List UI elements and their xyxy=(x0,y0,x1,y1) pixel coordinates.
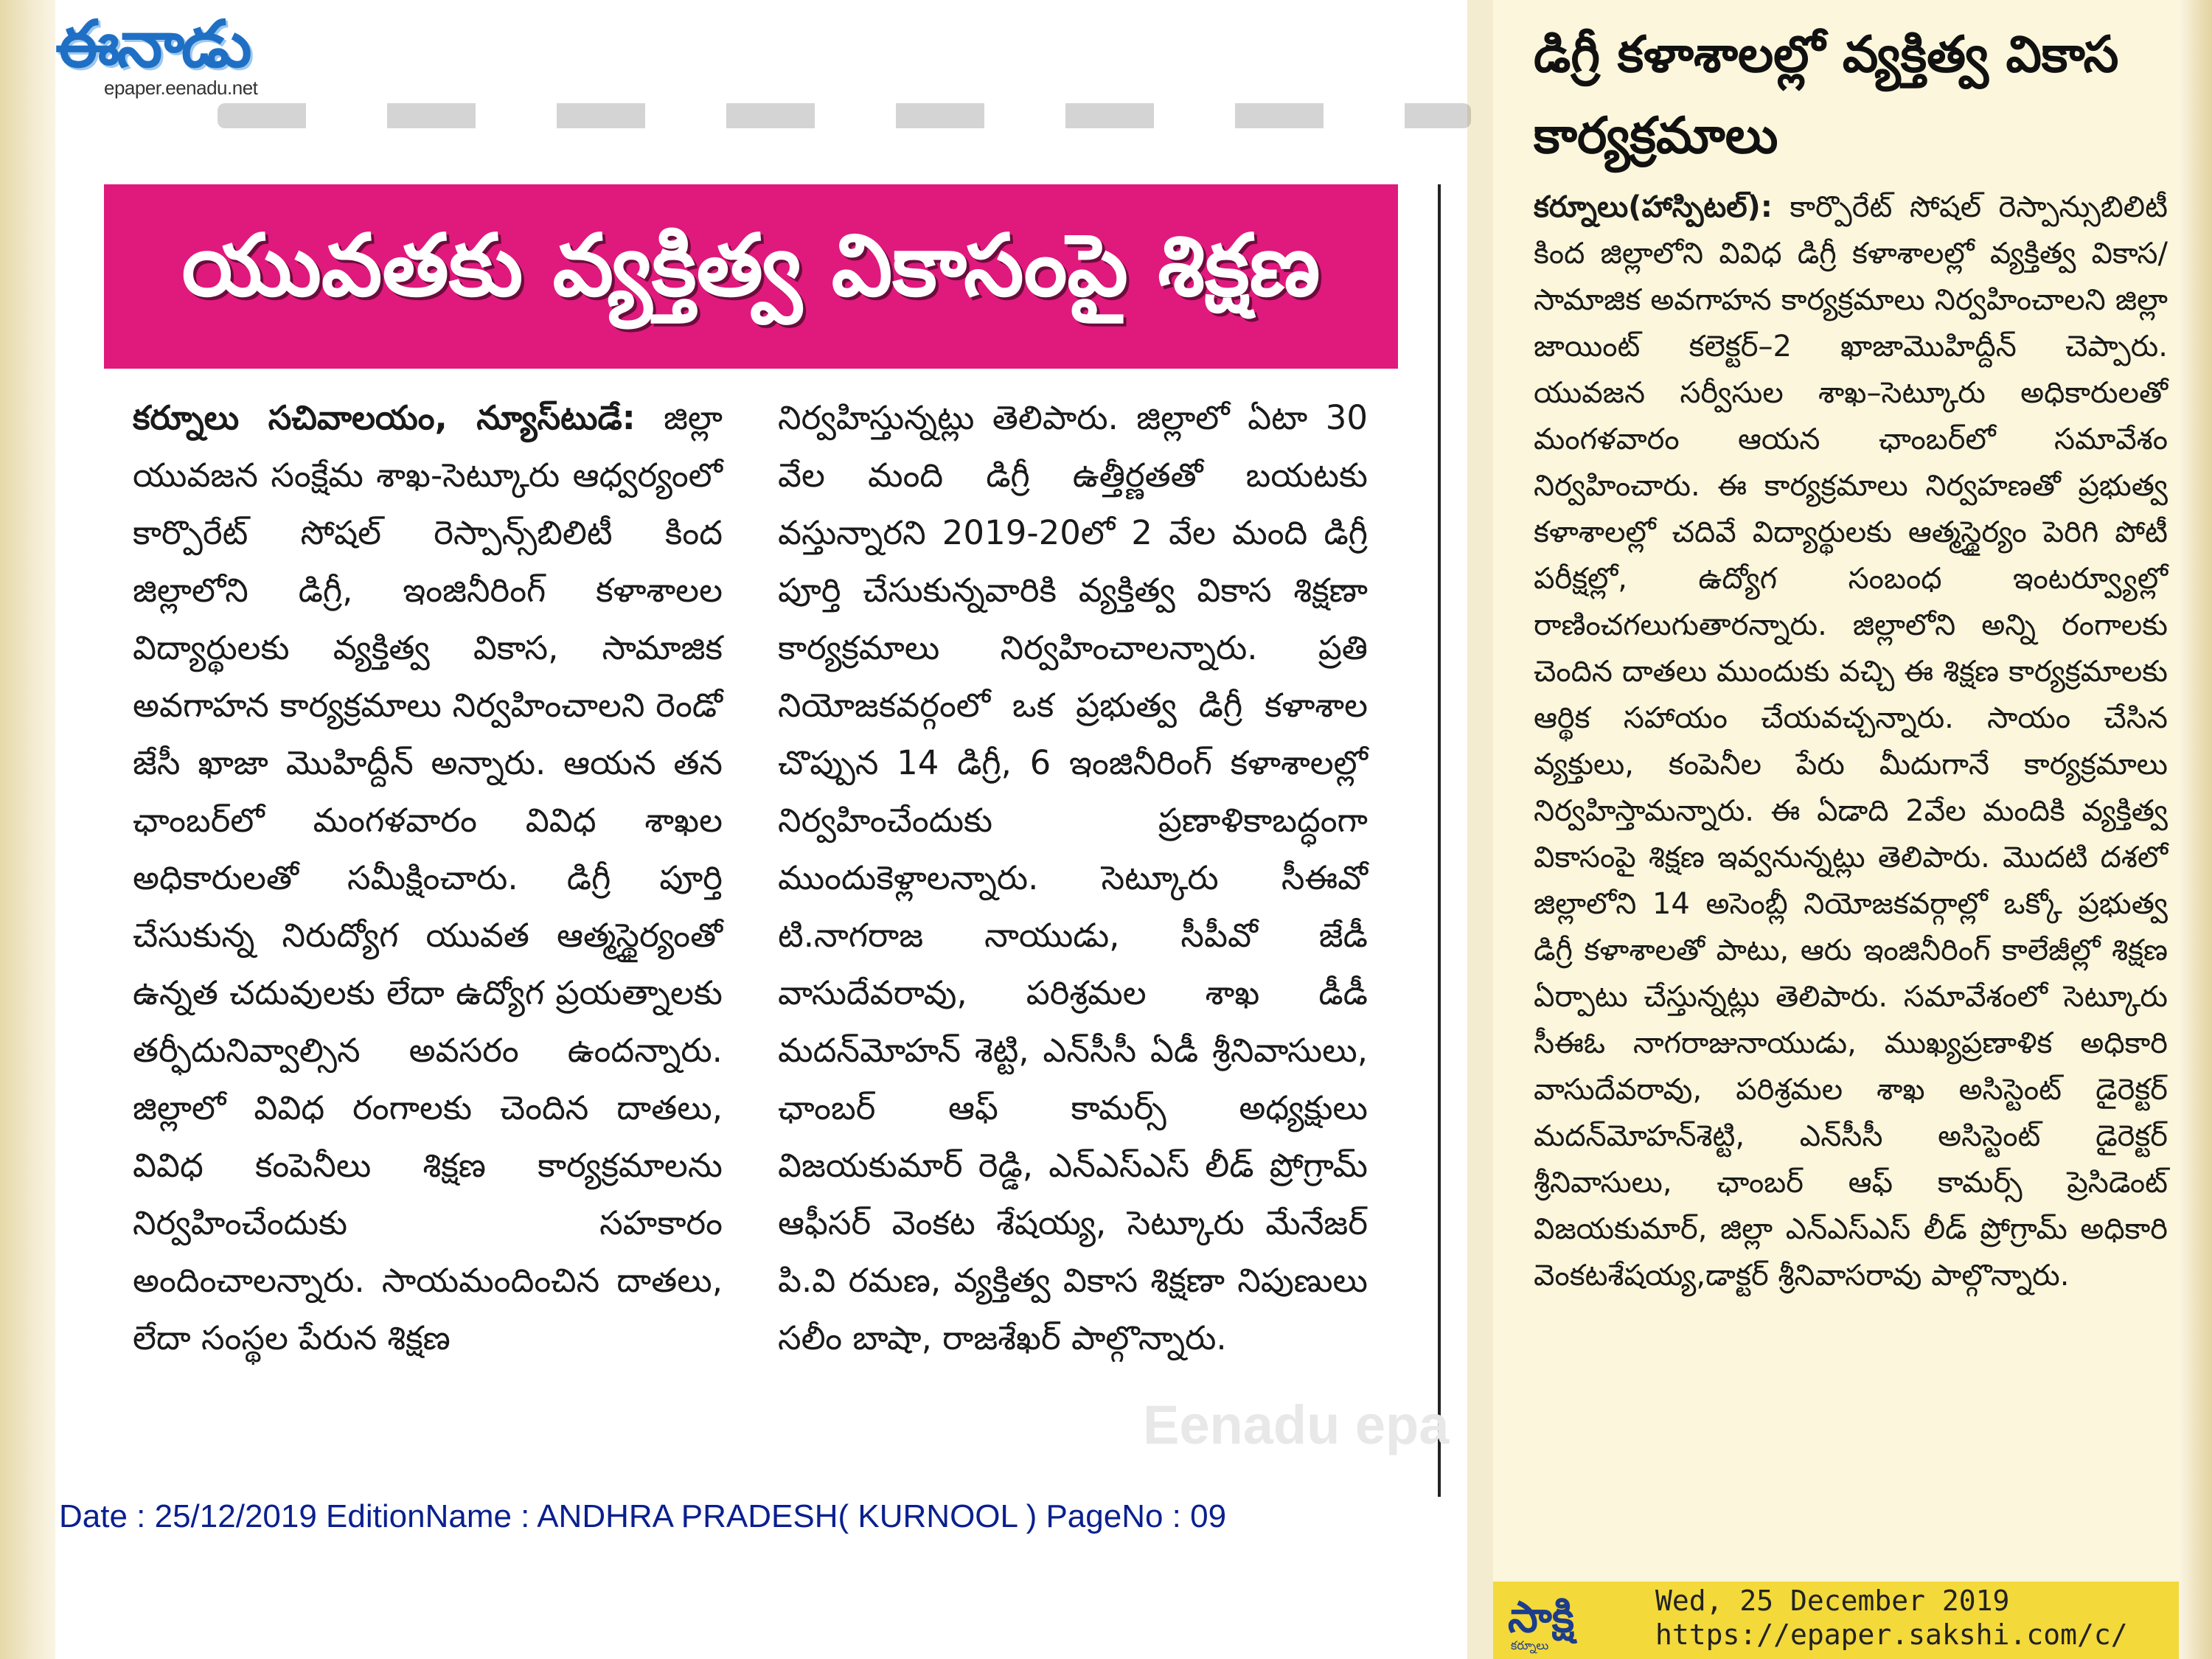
eenadu-clipping xyxy=(55,0,1467,1659)
sakshi-footer-bar xyxy=(1493,1582,2179,1659)
left-decorative-stripe xyxy=(0,0,55,1659)
sakshi-dateline: కర్నూలు(హాస్పిటల్‌): xyxy=(1534,190,1773,224)
sakshi-logo: సాక్షి xyxy=(1508,1592,1575,1642)
eenadu-logo xyxy=(55,6,321,102)
sakshi-article-text: కార్పొరేట్‌ సోషల్‌ రెస్పాన్సుబిలిటీ కింద జిల్లాలోని వివిధ డిగ్రీ కళాశాలల్లో వ్యక్తిత్వ వికాస/సామాజిక అవగాహన కార్యక్రమాలు నిర్వహించాలని జిల్లా జాయింట్‌ కలెక్టర్‌–2 ఖాజామొహిద్దీన్‌ చెప్పారు. యువజన సర్వీసుల శాఖ–సెట్కూరు అధికారులతో మంగళవారం ఆయన ఛాంబర్‌లో సమావేశం నిర్వహించారు. ఈ కార్యక్రమాలు నిర్వహణతో ప్రభుత్వ కళాశాలల్లో చదివే విద్యార్థులకు ఆత్మస్థైర్యం పెరిగి పోటీ పరీక్షల్లో, ఉద్యోగ సంబంధ ఇంటర్వ్యూల్లో రాణించగలుగుతారన్నారు. జిల్లాలోని అన్ని రంగాలకు చెందిన దాతలు ముందుకు వచ్చి ఈ శిక్షణ కార్యక్రమాలకు ఆర్థిక సహాయం చేయవచ్చన్నారు. సాయం చేసిన వ్యక్తులు, కంపెనీల పేరు మీదుగానే కార్యక్రమాలు నిర్వహిస్తామన్నారు. ఈ ఏడాది 2వేల మందికి వ్యక్తిత్వ వికాసంపై శిక్షణ ఇవ్వనున్నట్లు తెలిపారు. మొదటి దశలో జిల్లాలోని 14 అసెంబ్లీ నియోజకవర్గాల్లో ఒక్కో ప్రభుత్వ డిగ్రీ కళాశాలతో పాటు, ఆరు ఇంజినీరింగ్‌ కాలేజీల్లో శిక్షణ ఏర్పాటు చేస్తున్నట్లు తెలిపారు. సమావేశంలో సెట్కూరు సీఈఓ నాగరాజునాయుడు, ముఖ్యప్రణాళిక అధికారి వాసుదేవరావు, పరిశ్రమల శాఖ అసిస్టెంట్‌ డైరెక్టర్‌ మదన్‌మోహన్‌శెట్టి, ఎన్‌సీసీ అసిస్టెంట్‌ డైరెక్టర్‌ శ్రీనివాసులు, ఛాంబర్‌ ఆఫ్‌ కామర్స్‌ ప్రెసిడెంట్‌ విజయకుమార్‌, జిల్లా ఎన్‌ఎస్‌ఎస్‌ లీడ్‌ ప్రోగ్రామ్‌ అధికారి వెంకటశేషయ్య,డాక్టర్‌ శ్రీనివాసరావు పాల్గొన్నారు. xyxy=(1534,190,2168,1293)
right-decorative-stripe xyxy=(2179,0,2212,1659)
article-column-2 xyxy=(778,389,1368,1367)
eenadu-watermark: Eenadu epa xyxy=(1143,1394,1450,1455)
article-column-1 xyxy=(133,389,723,1367)
sakshi-article-body xyxy=(1534,184,2168,1299)
article-column-2-text: నిర్వహిస్తున్నట్లు తెలిపారు. జిల్లాలో ఏటా 30 వేల మంది డిగ్రీ ఉత్తీర్ణతతో బయటకు వస్తున్నారని 2019-20లో 2 వేల మంది డిగ్రీ పూర్తి చేసుకున్నవారికి వ్యక్తిత్వ వికాస శిక్షణా కార్యక్రమాలు నిర్వహించాలన్నారు. ప్రతి నియోజకవర్గంలో ఒక ప్రభుత్వ డిగ్రీ కళాశాల చొప్పున 14 డిగ్రీ, 6 ఇంజినీరింగ్‌ కళాశాలల్లో నిర్వహించేందుకు ప్రణాళికాబద్ధంగా ముందుకెళ్లాలన్నారు. సెట్కూరు సీఈవో టి.నాగరాజ నాయుడు, సీపీవో జేడీ వాసుదేవరావు, పరిశ్రమల శాఖ డీడీ మదన్‌మోహన్‌ శెట్టి, ఎన్‌సీసీ ఏడీ శ్రీనివాసులు, ఛాంబర్‌ ఆఫ్‌ కామర్స్‌ అధ్యక్షులు విజయకుమార్‌ రెడ్డి, ఎన్‌ఎస్‌ఎస్‌ లీడ్‌ ప్రోగ్రామ్‌ ఆఫీసర్‌ వెంకట శేషయ్య, సెట్కూరు మేనేజర్‌ పి.వి రమణ, వ్యక్తిత్వ వికాస శిక్షణా నిపుణులు సలీం బాషా, రాజశేఖర్‌ పాల్గొన్నారు. xyxy=(778,398,1368,1357)
column-divider xyxy=(1438,184,1441,1497)
sakshi-date: Wed, 25 December 2019 xyxy=(1655,1585,2010,1617)
article-dateline: కర్నూలు సచివాలయం, న్యూస్‌టుడే: xyxy=(133,398,636,437)
edition-footer: Date : 25/12/2019 EditionName : ANDHRA PRADESH( KURNOOL ) PageNo : 09 xyxy=(59,1498,1227,1534)
sakshi-logo-subtitle: కర్నూలు xyxy=(1511,1640,1549,1652)
sakshi-url: https://epaper.sakshi.com/c/ xyxy=(1655,1618,2128,1651)
headline-banner xyxy=(104,184,1398,369)
eenadu-logo-text: ఈనాడు xyxy=(55,6,249,82)
cutoff-previous-article xyxy=(218,103,1471,128)
eenadu-headline: యువతకు వ్యక్తిత్వ వికాసంపై శిక్షణ xyxy=(181,216,1321,316)
eenadu-logo-url: epaper.eenadu.net xyxy=(104,77,258,99)
sakshi-clipping xyxy=(1493,0,2179,1659)
sakshi-headline: డిగ్రీ కళాశాలల్లో వ్యక్తిత్వ వికాస కార్యక్రమాలు xyxy=(1534,26,2119,165)
article-column-1-text: జిల్లా యువజన సంక్షేమ శాఖ-సెట్కూరు ఆధ్వర్యంలో కార్పొరేట్‌ సోషల్‌ రెస్పాన్స్‌బిలిటీ కింద జిల్లాలోని డిగ్రీ, ఇంజినీరింగ్‌ కళాశాలల విద్యార్థులకు వ్యక్తిత్వ వికాస, సామాజిక అవగాహన కార్యక్రమాలు నిర్వహించాలని రెండో జేసీ ఖాజా మొహిద్దీన్‌ అన్నారు. ఆయన తన ఛాంబర్‌లో మంగళవారం వివిధ శాఖల అధికారులతో సమీక్షించారు. డిగ్రీ పూర్తి చేసుకున్న నిరుద్యోగ యువత ఆత్మస్థైర్యంతో ఉన్నత చదువులకు లేదా ఉద్యోగ ప్రయత్నాలకు తర్ఫీదునివ్వాల్సిన అవసరం ఉందన్నారు. జిల్లాలో వివిధ రంగాలకు చెందిన దాతలు, వివిధ కంపెనీలు శిక్షణ కార్యక్రమాలను నిర్వహించేందుకు సహకారం అందించాలన్నారు. సాయమందించిన దాతలు, లేదా సంస్థల పేరున శిక్షణ xyxy=(133,398,723,1357)
